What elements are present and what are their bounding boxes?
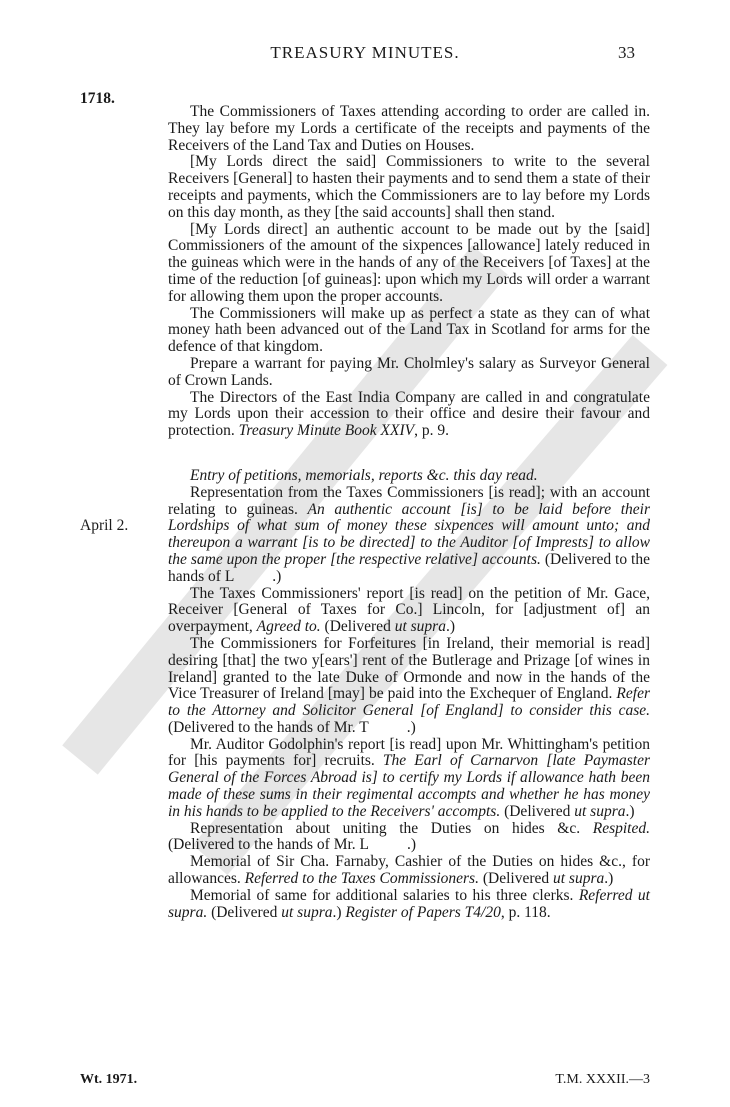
minute-paragraph: Memorial of same for additional salaries to his three clerks. Referred ut supra. (Delivered ut supra.) Register of Papers T4/20, p. 118. xyxy=(168,886,650,921)
minute-paragraph: The Directors of the East India Company are called in and congratulate my Lords upon their accession to their office and desire their favour and protection. Treasury Minute Book XXIV, p. 9. xyxy=(168,388,650,440)
minute-paragraph: The Commissioners for Forfeitures [in Ireland, their memorial is read] desiring [that] the two y[ears'] rent of the Butlerage and Prizage [of wines in Ireland] granted to the late Duke of Ormonde and now in the hands of the Vice Treasurer of Ireland [may] be paid into the Exchequer of England. Refer to the Attorney and Solicitor General [of England] to consider this case. (Delivered to the hands of Mr. T .) xyxy=(168,634,650,736)
minute-paragraph: The Commissioners will make up as perfect a state as they can of what money hath been advanced out of the Land Tax in Scotland for arms for the defence of that kingdom. xyxy=(168,304,650,356)
minute-paragraph: Prepare a warrant for paying Mr. Cholmley's salary as Surveyor General of Crown Lands. xyxy=(168,354,650,389)
footer-left: Wt. 1971. xyxy=(80,1072,138,1087)
footer-right: T.M. XXXII.—3 xyxy=(555,1072,650,1087)
header-title: TREASURY MINUTES. xyxy=(270,43,460,62)
minute-paragraph: [My Lords direct the said] Commissioners to write to the several Receivers [General] to hasten their payments and to send them a state of their receipts and payments, which the Commissioners are to lay before my Lords on this day month, as they [the said accounts] shall then stand. xyxy=(168,153,650,221)
minute-paragraph: Representation from the Taxes Commissioners [is read]; with an account relating to guineas. An authentic account [is] to be laid before their Lordships of what sum of money these sixpences will amount unto; and thereupon a warrant [is to be directed] to the Auditor [of Imprests] to allow the same upon the proper [the respective relative] accounts. (Delivered to the hands of L .) xyxy=(168,483,650,585)
minutes-part2 xyxy=(168,485,650,922)
page-number: 33 xyxy=(618,43,635,62)
margin-date: April 2. xyxy=(80,517,129,534)
minute-paragraph: [My Lords direct] an authentic account to be made out by the [said] Commissioners of the amount of the sixpences [allowance] lately reduced in the guineas which were in the hands of any of the Receivers [of Taxes] at the time of the reduction [of guineas]: upon which my Lords will order a warrant for allowing them upon the proper accounts. xyxy=(168,220,650,305)
margin-year: 1718. xyxy=(80,90,115,107)
minute-paragraph: The Commissioners of Taxes attending according to order are called in. They lay before my Lords a certificate of the receipts and payments of the Receivers of the Land Tax and Duties on Houses. xyxy=(168,103,650,154)
minute-paragraph: Representation about uniting the Duties on hides &c. Respited. (Delivered to the hands of Mr. L .) xyxy=(168,819,650,854)
minute-paragraph: Memorial of Sir Cha. Farnaby, Cashier of the Duties on hides &c., for allowances. Referred to the Taxes Commissioners. (Delivered ut supra.) xyxy=(168,853,650,888)
minutes-body xyxy=(168,104,650,921)
minute-paragraph: Mr. Auditor Godolphin's report [is read] upon Mr. Whittingham's petition for [his payments for] recruits. The Earl of Carnarvon [late Paymaster General of the Forces Abroad is] to certify my Lords if allowance hath been made of these sums in their regimental accompts and whether he has money in his hands to be applied to the Receivers' accompts. (Delivered ut supra.) xyxy=(168,735,650,820)
minutes-part1 xyxy=(168,104,650,440)
entry-heading: Entry of petitions, memorials, reports &c. this day read. xyxy=(190,466,538,484)
minute-paragraph: The Taxes Commissioners' report [is read] on the petition of Mr. Gace, Receiver [General of Taxes for Co.] Lincoln, for [adjustment of] an overpayment, Agreed to. (Delivered ut supra.) xyxy=(168,584,650,636)
